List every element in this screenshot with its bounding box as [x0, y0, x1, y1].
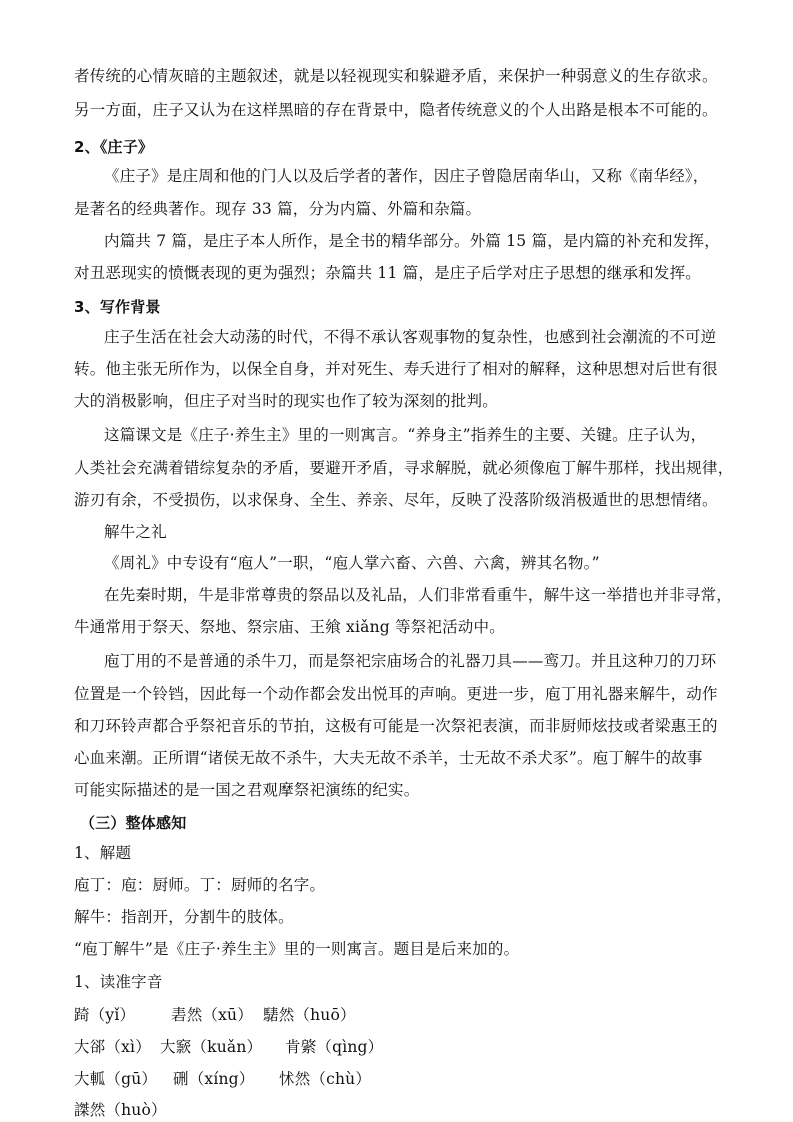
pronunciation-item: 騞然（huō） [263, 1006, 356, 1024]
pronunciation-item: 怵然（chù） [279, 1070, 372, 1088]
section-3-p2-line-2: 人类社会充满着错综复杂的矛盾，要避开矛盾，寻求解脱，就必须像庖丁解牛那样，找出规律， [74, 459, 734, 477]
pronunciation-item: 大窾（kuǎn） [160, 1038, 263, 1056]
section-2-p1-line-1: 《庄子》是庄周和他的门人以及后学者的著作，因庄子曾隐居南华山，又称《南华经》， [104, 167, 709, 185]
overall-subheading-2: 1、读准字音 [74, 973, 163, 991]
overall-line-3: “庖丁解牛”是《庄子·养生主》里的一则寓言。题目是后来加的。 [74, 940, 520, 958]
section-3-subheading: 解牛之礼 [104, 523, 167, 541]
section-3-heading: 3、写作背景 [74, 298, 161, 316]
section-2-p2-line-1: 内篇共 7 篇，是庄子本人所作，是全书的精华部分。外篇 15 篇，是内篇的补充和发挥， [104, 232, 720, 250]
section-2-heading: 2、《庄子》 [74, 138, 154, 156]
section-3-p5-line-2: 位置是一个铃铛，因此每一个动作都会发出悦耳的声响。更进一步，庖丁用礼器来解牛，动作 [74, 685, 718, 703]
section-2-p2-line-2: 对丑恶现实的愤慨表现的更为强烈；杂篇共 11 篇，是庄子后学对庄子思想的继承和发挥。 [74, 264, 701, 282]
section-3-p1-line-3: 大的消极影响，但庄子对当时的现实也作了较为深刻的批判。 [74, 392, 498, 410]
section-3-p5-line-1: 庖丁用的不是普通的杀牛刀，而是祭祀宗庙场合的礼器刀具——鸾刀。并且这种刀的刀环 [104, 652, 717, 670]
pronunciation-item: 砉然（xū） [171, 1006, 253, 1024]
overall-subheading-1: 1、解题 [74, 844, 132, 862]
pronunciation-item: 硎（xíng） [173, 1070, 255, 1088]
section-3-p4-line-1: 在先秦时期，牛是非常尊贵的祭品以及礼品，人们非常看重牛，解牛这一举措也并非寻常， [104, 586, 733, 604]
pronunciation-item: 謋然（huò） [74, 1101, 167, 1119]
pronunciation-item: 肯綮（qìng） [285, 1038, 384, 1056]
intro-line-1: 者传统的心情灰暗的主题叙述，就是以轻视现实和躲避矛盾，来保护一种弱意义的生存欲求。 [74, 67, 718, 85]
section-3-p1-line-2: 转。他主张无所作为，以保全自身，并对死生、寿夭进行了相对的解释，这种思想对后世有很 [74, 360, 718, 378]
overall-line-2: 解牛：指剖开，分割牛的肢体。 [74, 908, 294, 926]
pronunciation-row [74, 1037, 734, 1057]
section-3-p3: 《周礼》中专设有“庖人”一职，“庖人掌六畜、六兽、六禽，辨其名物。” [104, 554, 600, 572]
overall-heading: （三）整体感知 [80, 814, 187, 832]
overall-line-1: 庖丁：庖：厨师。丁：厨师的名字。 [74, 876, 326, 894]
section-2-p1-line-2: 是著名的经典著作。现存 33 篇，分为内篇、外篇和杂篇。 [74, 200, 482, 218]
section-3-p5-line-4: 心血来潮。正所谓“诸侯无故不杀牛，大夫无故不杀羊，士无故不杀犬豕”。庖丁解牛的故事 [74, 749, 703, 767]
intro-line-2: 另一方面，庄子又认为在这样黑暗的存在背景中，隐者传统意义的个人出路是根本不可能的。 [74, 101, 718, 119]
section-3-p2-line-1: 这篇课文是《庄子·养生主》里的一则寓言。“养身主”指养生的主要、关键。庄子认为， [104, 426, 707, 444]
pronunciation-item: 大軱（gū） [74, 1070, 158, 1088]
section-3-p1-line-1: 庄子生活在社会大动荡的时代，不得不承认客观事物的复杂性，也感到社会潮流的不可逆 [104, 328, 717, 346]
pronunciation-item: 踦（yǐ） [74, 1006, 136, 1024]
pronunciation-row [74, 1069, 734, 1089]
section-3-p5-line-3: 和刀环铃声都合乎祭祀音乐的节拍，这极有可能是一次祭祀表演，而非厨师炫技或者梁惠王的 [74, 717, 718, 735]
pronunciation-row [74, 1100, 734, 1120]
section-3-p5-line-5: 可能实际描述的是一国之君观摩祭祀演练的纪实。 [74, 781, 420, 799]
pronunciation-row [74, 1005, 734, 1025]
pronunciation-item: 大郤（xì） [74, 1038, 151, 1056]
section-3-p4-line-2: 牛通常用于祭天、祭地、祭宗庙、王飨 xiǎng 等祭祀活动中。 [74, 618, 505, 636]
section-3-p2-line-3: 游刃有余，不受损伤，以求保身、全生、养亲、尽年，反映了没落阶级消极遁世的思想情绪。 [74, 491, 718, 509]
